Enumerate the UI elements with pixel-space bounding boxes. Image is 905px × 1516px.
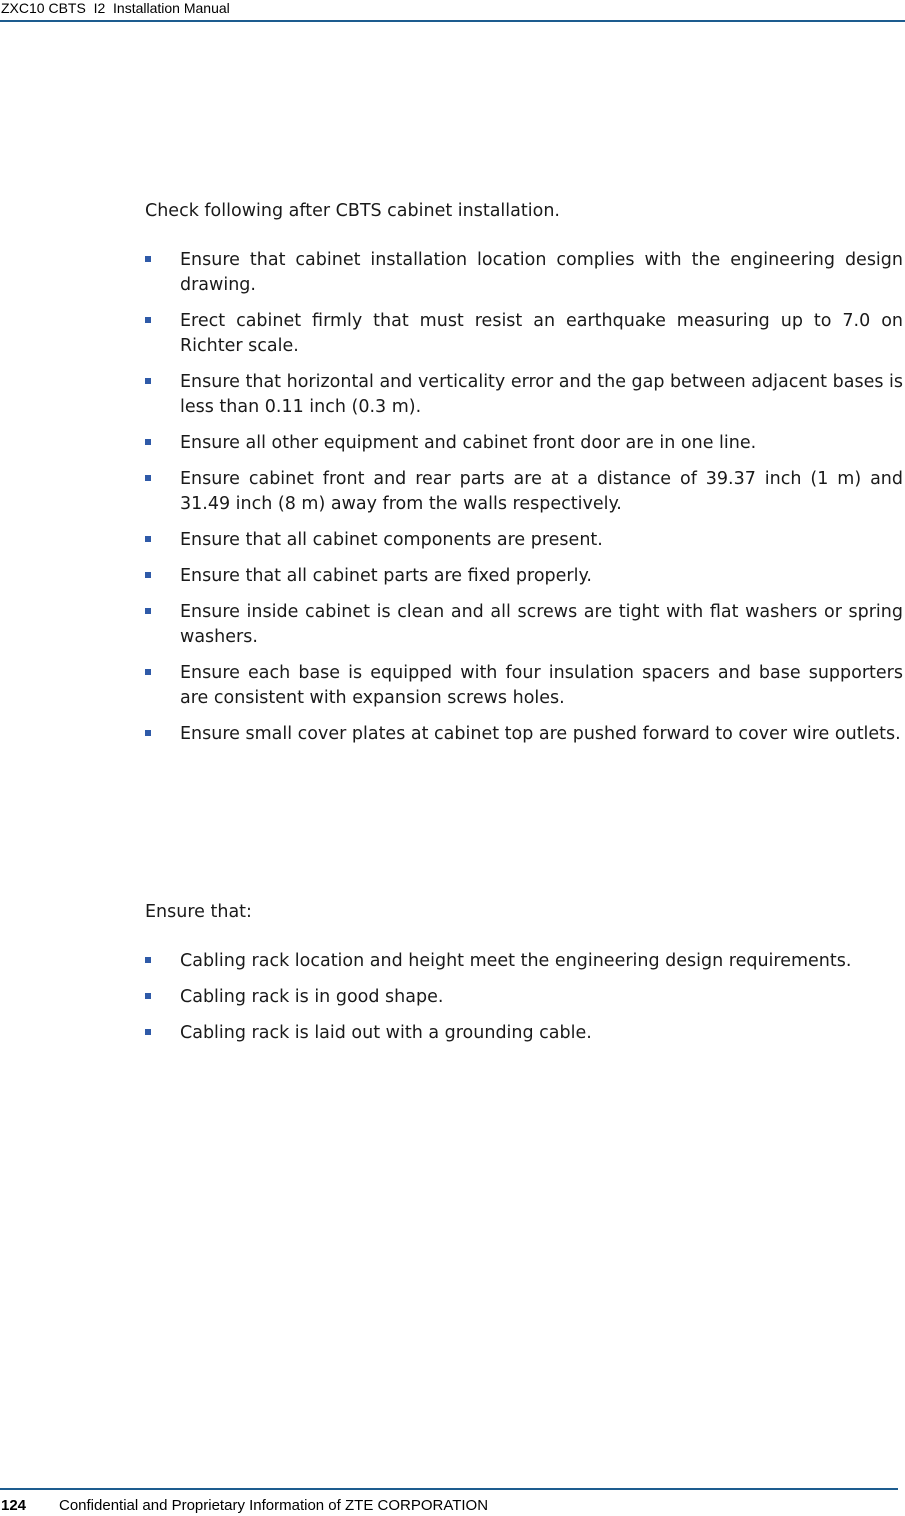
list-item — [145, 1021, 903, 1046]
list-item-text: Erect cabinet firmly that must resist an earthquake measuring up to 7.0 on Richter scale. — [180, 311, 903, 356]
list-item — [145, 370, 903, 420]
list-item — [145, 248, 903, 298]
footer-rule — [0, 1488, 898, 1490]
bullet-square-icon — [145, 957, 151, 963]
bullet-square-icon — [145, 993, 151, 999]
page-header — [0, 0, 905, 22]
list-item-text: Ensure cabinet front and rear parts are at a distance of 39.37 inch (1 m) and 31.49 inch (8 m) away from the walls respectively. — [180, 469, 903, 514]
bullet-square-icon — [145, 256, 151, 262]
bullet-square-icon — [145, 1029, 151, 1035]
list-item-text: Ensure that horizontal and verticality error and the gap between adjacent bases is less than 0.11 inch (0.3 m). — [180, 372, 903, 417]
list-item — [145, 722, 903, 747]
confidentiality-notice: Confidential and Proprietary Information of ZTE CORPORATION — [59, 1497, 489, 1514]
bullet-square-icon — [145, 439, 151, 445]
list-item — [145, 467, 903, 517]
cabinet-checklist — [145, 248, 903, 758]
bullet-square-icon — [145, 536, 151, 542]
list-item — [145, 528, 903, 553]
list-item-text: Cabling rack is laid out with a grounding cable. — [180, 1023, 592, 1043]
list-item-text: Ensure that all cabinet parts are fixed properly. — [180, 566, 592, 586]
cabling-checklist — [145, 949, 903, 1057]
bullet-square-icon — [145, 608, 151, 614]
list-item — [145, 949, 903, 974]
bullet-square-icon — [145, 317, 151, 323]
list-item — [145, 985, 903, 1010]
list-item-text: Ensure inside cabinet is clean and all screws are tight with flat washers or spring washers. — [180, 602, 903, 647]
bullet-square-icon — [145, 378, 151, 384]
cabinet-check-intro: Check following after CBTS cabinet installation. — [145, 201, 560, 221]
list-item-text: Ensure that cabinet installation location complies with the engineering design drawing. — [180, 250, 903, 295]
list-item-text: Ensure all other equipment and cabinet front door are in one line. — [180, 433, 757, 453]
bullet-square-icon — [145, 475, 151, 481]
list-item — [145, 564, 903, 589]
cabling-check-intro: Ensure that: — [145, 902, 252, 922]
bullet-square-icon — [145, 669, 151, 675]
list-item-text: Ensure small cover plates at cabinet top are pushed forward to cover wire outlets. — [180, 724, 901, 744]
list-item-text: Cabling rack is in good shape. — [180, 987, 444, 1007]
list-item — [145, 661, 903, 711]
list-item-text: Ensure that all cabinet components are present. — [180, 530, 603, 550]
bullet-square-icon — [145, 730, 151, 736]
list-item — [145, 600, 903, 650]
manual-title: ZXC10 CBTS I2 Installation Manual — [1, 0, 230, 16]
list-item-text: Cabling rack location and height meet the engineering design requirements. — [180, 951, 852, 971]
page-number: 124 — [1, 1497, 27, 1514]
list-item-text: Ensure each base is equipped with four insulation spacers and base supporters are consistent with expansion screws holes. — [180, 663, 903, 708]
list-item — [145, 309, 903, 359]
bullet-square-icon — [145, 572, 151, 578]
list-item — [145, 431, 903, 456]
